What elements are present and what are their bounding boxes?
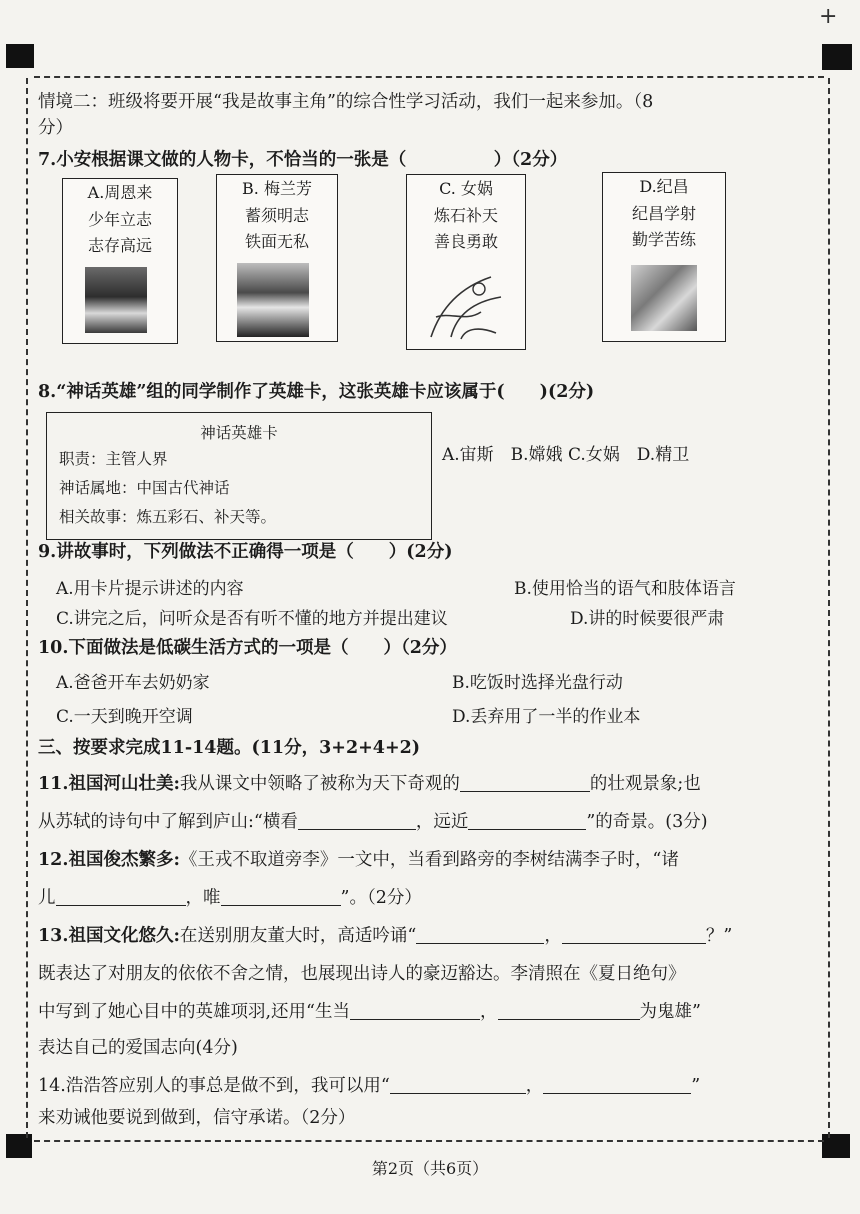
- q13-topic: 13.祖国文化悠久:: [38, 926, 180, 946]
- q9-option-c: C.讲完之后，问听众是否有听不懂的地方并提出建议: [56, 609, 448, 629]
- frame-top-border: [34, 76, 824, 78]
- hero-card: [46, 412, 432, 540]
- q9-stem: 9.讲故事时，下列做法不正确得一项是（ ）(2分): [38, 542, 453, 562]
- q11-line-1: [38, 772, 701, 796]
- q13-blank-1[interactable]: [416, 925, 544, 944]
- q10-option-d: D.丢弃用了一半的作业本: [452, 707, 641, 727]
- q13-blank-2[interactable]: [562, 925, 706, 944]
- hero-card-row: 职责：主管人界: [59, 450, 168, 468]
- card-title: C. 女娲: [439, 179, 493, 198]
- scenario-line-2: 分）: [38, 118, 73, 138]
- portrait-photo: [237, 263, 309, 337]
- section-3-heading: 三、按要求完成11-14题。(11分，3+2+4+2): [38, 738, 421, 758]
- q11-blank-3[interactable]: [468, 811, 586, 830]
- card-line: 炼石补天: [433, 206, 498, 225]
- q12-text: ”。（2分）: [340, 888, 422, 908]
- q9-option-a: A.用卡片提示讲述的内容: [56, 579, 244, 599]
- page-number-footer: 第2页（共6页）: [371, 1159, 489, 1178]
- archer-painting: [631, 265, 697, 331]
- q13-blank-3[interactable]: [350, 1001, 480, 1020]
- q11-text: 从苏轼的诗句中了解到庐山:“横看: [38, 812, 298, 832]
- q10-stem: 10.下面做法是低碳生活方式的一项是（ ）（2分）: [38, 638, 457, 658]
- frame-bottom-border: [34, 1140, 824, 1142]
- q11-topic: 11.祖国河山壮美:: [38, 774, 180, 794]
- q10-option-a: A.爸爸开车去奶奶家: [56, 673, 210, 693]
- q14-blank-1[interactable]: [390, 1075, 526, 1094]
- q10-option-c: C.一天到晚开空调: [56, 707, 193, 727]
- registration-cross-icon: +: [819, 4, 838, 29]
- corner-mark-top-left: [6, 44, 34, 68]
- card-line: 蓄须明志: [244, 206, 309, 225]
- q12-line-2: [38, 886, 422, 910]
- corner-mark-top-right: [822, 44, 852, 70]
- q11-text: 的壮观景象;也: [589, 774, 701, 794]
- q13-line-1: [38, 924, 732, 948]
- q11-line-2: [38, 810, 708, 834]
- q10-option-b: B.吃饭时选择光盘行动: [452, 673, 623, 693]
- q14-text: ，: [525, 1076, 544, 1096]
- q14-blank-2[interactable]: [543, 1075, 691, 1094]
- q12-text: 《王戎不取道旁李》一文中，当看到路旁的李树结满李子时，“诸: [179, 850, 679, 870]
- character-card-c: [406, 174, 526, 350]
- q11-blank-1[interactable]: [460, 773, 590, 792]
- card-line: 纪昌学射: [631, 204, 696, 223]
- q12-topic: 12.祖国俊杰繁多:: [38, 850, 180, 870]
- q12-text: ，唯: [185, 888, 221, 908]
- q11-text: 我从课文中领略了被称为天下奇观的: [179, 774, 460, 794]
- card-line: 善良勇敢: [433, 232, 498, 251]
- q14-line-1: [38, 1074, 700, 1098]
- q13-text: ，: [544, 926, 562, 946]
- card-line: 志存高远: [87, 236, 152, 255]
- q9-option-d: D.讲的时候要很严肃: [570, 609, 725, 629]
- q13-text: ？”: [705, 926, 733, 946]
- q13-line-3: [38, 1000, 701, 1024]
- hero-card-title: 神话英雄卡: [200, 424, 278, 442]
- hero-card-row: 相关故事：炼五彩石、补天等。: [59, 508, 277, 526]
- portrait-photo: [85, 267, 147, 333]
- q7-stem: 7.小安根据课文做的人物卡，不恰当的一张是（ ）（2分）: [38, 150, 568, 170]
- q13-text: 中写到了她心目中的英雄项羽,还用“生当: [38, 1002, 351, 1022]
- q12-blank-1[interactable]: [56, 887, 186, 906]
- card-title: B. 梅兰芳: [242, 179, 312, 198]
- q13-text: 在送别朋友董大时，高适吟诵“: [179, 926, 417, 946]
- q8-options: A.宙斯 B.嫦娥 C.女娲 D.精卫: [442, 445, 690, 465]
- q13-blank-4[interactable]: [498, 1001, 640, 1020]
- q13-line-4: 表达自己的爱国志向(4分): [38, 1038, 238, 1058]
- q14-text: 14.浩浩答应别人的事总是做不到，我可以用“: [38, 1076, 390, 1096]
- nuwa-illustration: [421, 267, 511, 343]
- card-line: 铁面无私: [244, 232, 309, 251]
- q12-line-1: [38, 848, 679, 872]
- q13-text: 为鬼雄”: [639, 1002, 701, 1022]
- hero-card-row: 神话属地：中国古代神话: [59, 479, 230, 497]
- scenario-line-1: 情境二：班级将要开展“我是故事主角”的综合性学习活动，我们一起来参加。（8: [38, 92, 654, 112]
- card-title: A.周恩来: [87, 183, 153, 202]
- q12-text: 儿: [38, 888, 56, 908]
- character-card-a: [62, 178, 178, 344]
- q8-stem: 8.“神话英雄”组的同学制作了英雄卡，这张英雄卡应该属于( )(2分): [38, 382, 595, 402]
- character-card-d: [602, 172, 726, 342]
- q12-blank-2[interactable]: [221, 887, 341, 906]
- card-title: D.纪昌: [639, 177, 689, 196]
- q11-blank-2[interactable]: [298, 811, 416, 830]
- q13-line-2: 既表达了对朋友的依依不舍之情，也展现出诗人的豪迈豁达。李清照在《夏日绝句》: [38, 964, 686, 984]
- character-card-b: [216, 174, 338, 342]
- q14-line-2: 来劝诫他要说到做到，信守承诺。（2分）: [38, 1108, 356, 1128]
- q11-text: ，远近: [415, 812, 469, 832]
- q13-text: ，: [480, 1002, 498, 1022]
- q11-text: ”的奇景。(3分): [586, 812, 708, 832]
- q14-text: ”: [691, 1076, 701, 1096]
- card-line: 勤学苦练: [631, 230, 696, 249]
- card-line: 少年立志: [87, 210, 152, 229]
- q9-option-b: B.使用恰当的语气和肢体语言: [514, 579, 736, 599]
